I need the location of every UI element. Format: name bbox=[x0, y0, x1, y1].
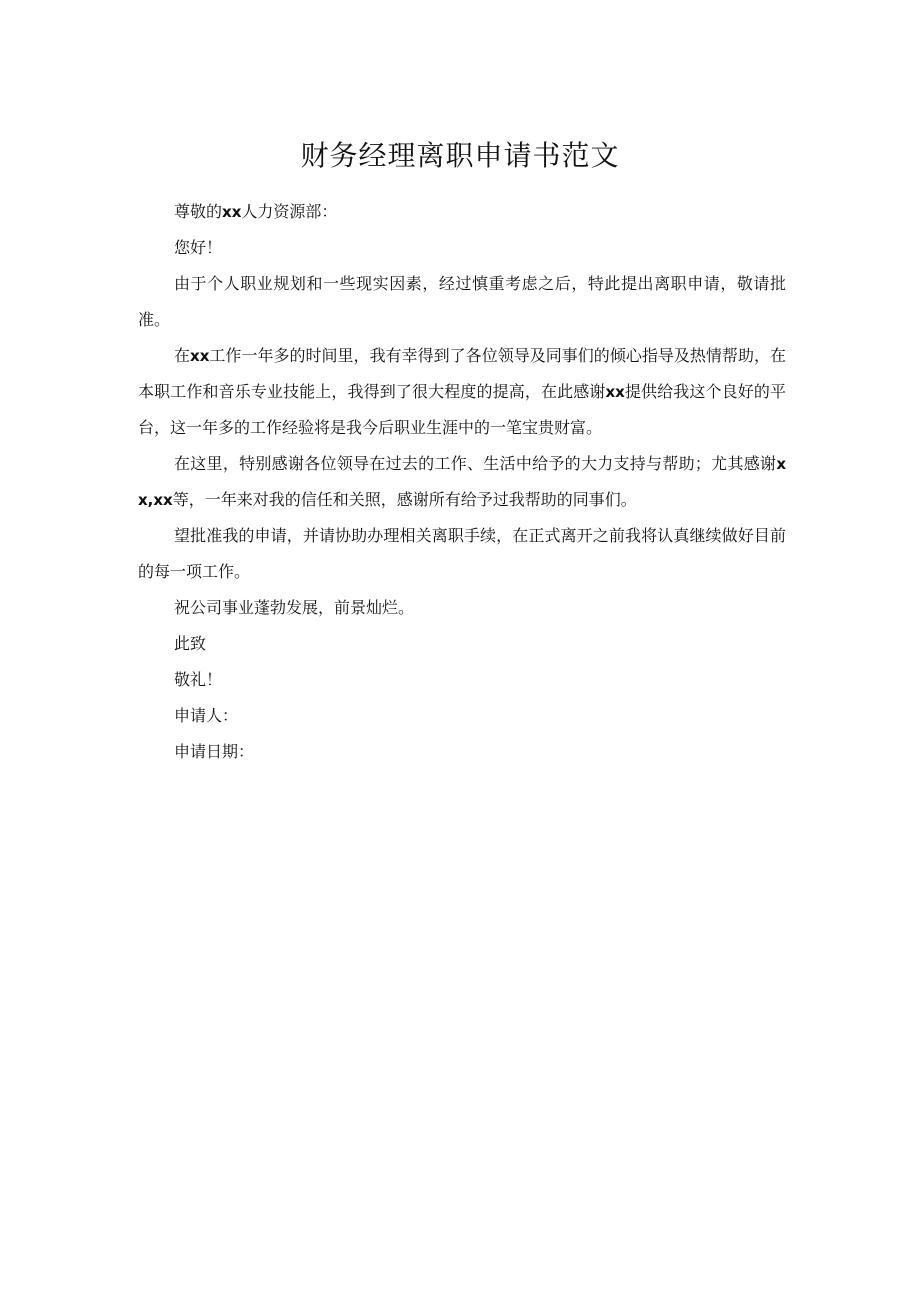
closing-line-1: 此致 bbox=[174, 634, 207, 653]
applicant-label: 申请人： bbox=[174, 706, 239, 725]
placeholder-text: xx,xx bbox=[138, 455, 786, 509]
date-label: 申请日期： bbox=[174, 742, 255, 761]
greeting: 您好！ bbox=[174, 238, 223, 257]
paragraph-wishes: 祝公司事业蓬勃发展，前景灿烂。 bbox=[174, 598, 415, 617]
placeholder-text: xx bbox=[190, 347, 210, 365]
placeholder-text: xx bbox=[605, 383, 625, 401]
document-title: 财务经理离职申请书范文 bbox=[300, 139, 620, 172]
salutation: 尊敬的xx人力资源部： bbox=[174, 202, 338, 221]
paragraph-reason: 由于个人职业规划和一些现实因素，经过慎重考虑之后，特此提出离职申请，敬请批准。 bbox=[138, 274, 786, 329]
paragraph-gratitude: 在xx工作一年多的时间里，我有幸得到了各位领导及同事们的倾心指导及热情帮助，在本职工作和音乐专业技能上，我得到了很大程度的提高，在此感谢xx提供给我这个良好的平台，这一年多的工作经验将是我今后职业生涯中的一笔宝贵财富。 bbox=[138, 346, 786, 437]
document-body bbox=[138, 194, 786, 770]
paragraph-request: 望批准我的申请，并请协助办理相关离职手续，在正式离开之前我将认真继续做好目前的每一项工作。 bbox=[138, 526, 786, 581]
paragraph-thanks: 在这里，特别感谢各位领导在过去的工作、生活中给予的大力支持与帮助；尤其感谢xx,xx等，一年来对我的信任和关照，感谢所有给予过我帮助的同事们。 bbox=[138, 454, 786, 509]
closing-line-2: 敬礼！ bbox=[174, 670, 223, 689]
placeholder-text: xx bbox=[222, 203, 242, 221]
